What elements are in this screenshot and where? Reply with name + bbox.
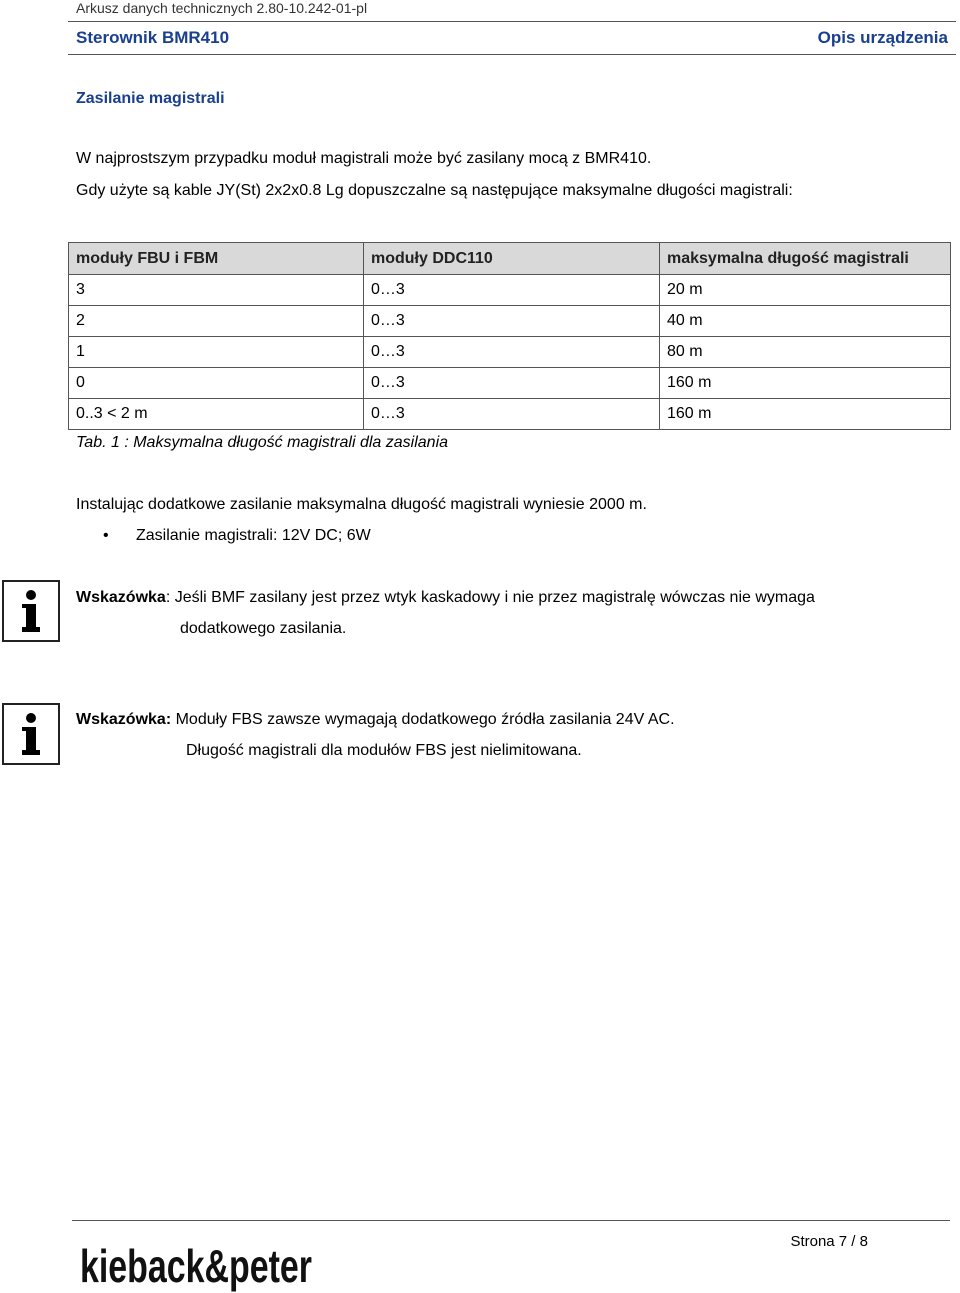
table-header-row [69,243,951,275]
intro-line-1: W najprostszym przypadku moduł magistrali może być zasilany mocą z BMR410. [76,150,652,167]
table-cell: 40 m [660,306,951,337]
table-row [69,368,951,399]
table-header-cell: moduły FBU i FBM [69,243,364,275]
table-cell: 20 m [660,275,951,306]
note-2 [76,704,675,766]
table-row [69,306,951,337]
table-cell: 0…3 [364,368,660,399]
table-cell: 0 [69,368,364,399]
table-cell: 0…3 [364,275,660,306]
info-icon [2,703,60,765]
table-cell: 0..3 < 2 m [69,399,364,430]
table-header-cell: moduły DDC110 [364,243,660,275]
bullet-text: Zasilanie magistrali: 12V DC; 6W [136,527,371,544]
note-label: Wskazówka: [76,711,172,728]
table-row [69,275,951,306]
section-title: Zasilanie magistrali [76,90,225,107]
document-id: Arkusz danych technicznych 2.80-10.242-01-pl [76,0,368,16]
bullet-icon: • [103,527,109,544]
note-label: Wskazówka [76,589,166,606]
extra-supply-text: Instalując dodatkowe zasilanie maksymalna długość magistrali wyniesie 2000 m. [76,496,647,513]
note-2-line-1 [76,704,675,735]
table-cell: 0…3 [364,337,660,368]
table-cell: 3 [69,275,364,306]
info-icon [2,580,60,642]
header-rule-bottom [68,54,956,55]
table-cell: 80 m [660,337,951,368]
table-row [69,399,951,430]
table-header-cell: maksymalna długość magistrali [660,243,951,275]
note-1-line-1 [76,582,815,613]
table-cell: 0…3 [364,306,660,337]
header-rule-top [68,21,956,22]
table-cell: 160 m [660,399,951,430]
note-2-line-2: Długość magistrali dla modułów FBS jest nielimitowana. [186,742,582,759]
table-row [69,337,951,368]
note-1-line-2: dodatkowego zasilania. [180,620,347,637]
table-caption: Tab. 1 : Maksymalna długość magistrali dla zasilania [76,434,449,451]
note-text: : Jeśli BMF zasilany jest przez wtyk kaskadowy i nie przez magistralę wówczas nie wymaga [165,589,815,606]
footer-rule [72,1220,950,1221]
table-cell: 0…3 [364,399,660,430]
bus-length-table [68,242,951,430]
page-number: Strona 7 / 8 [790,1233,868,1250]
product-title: Sterownik BMR410 [76,28,230,47]
logo-text: kieback&peter [80,1240,313,1292]
kieback-peter-logo [80,1240,320,1293]
table-cell: 2 [69,306,364,337]
note-text: Moduły FBS zawsze wymagają dodatkowego źródła zasilania 24V AC. [171,711,675,728]
table-cell: 1 [69,337,364,368]
note-1 [76,582,815,644]
intro-line-2: Gdy użyte są kable JY(St) 2x2x0.8 Lg dopuszczalne są następujące maksymalne długości magistrali: [76,182,793,199]
bullet-item [103,527,371,545]
section-label: Opis urządzenia [817,28,948,47]
table-cell: 160 m [660,368,951,399]
